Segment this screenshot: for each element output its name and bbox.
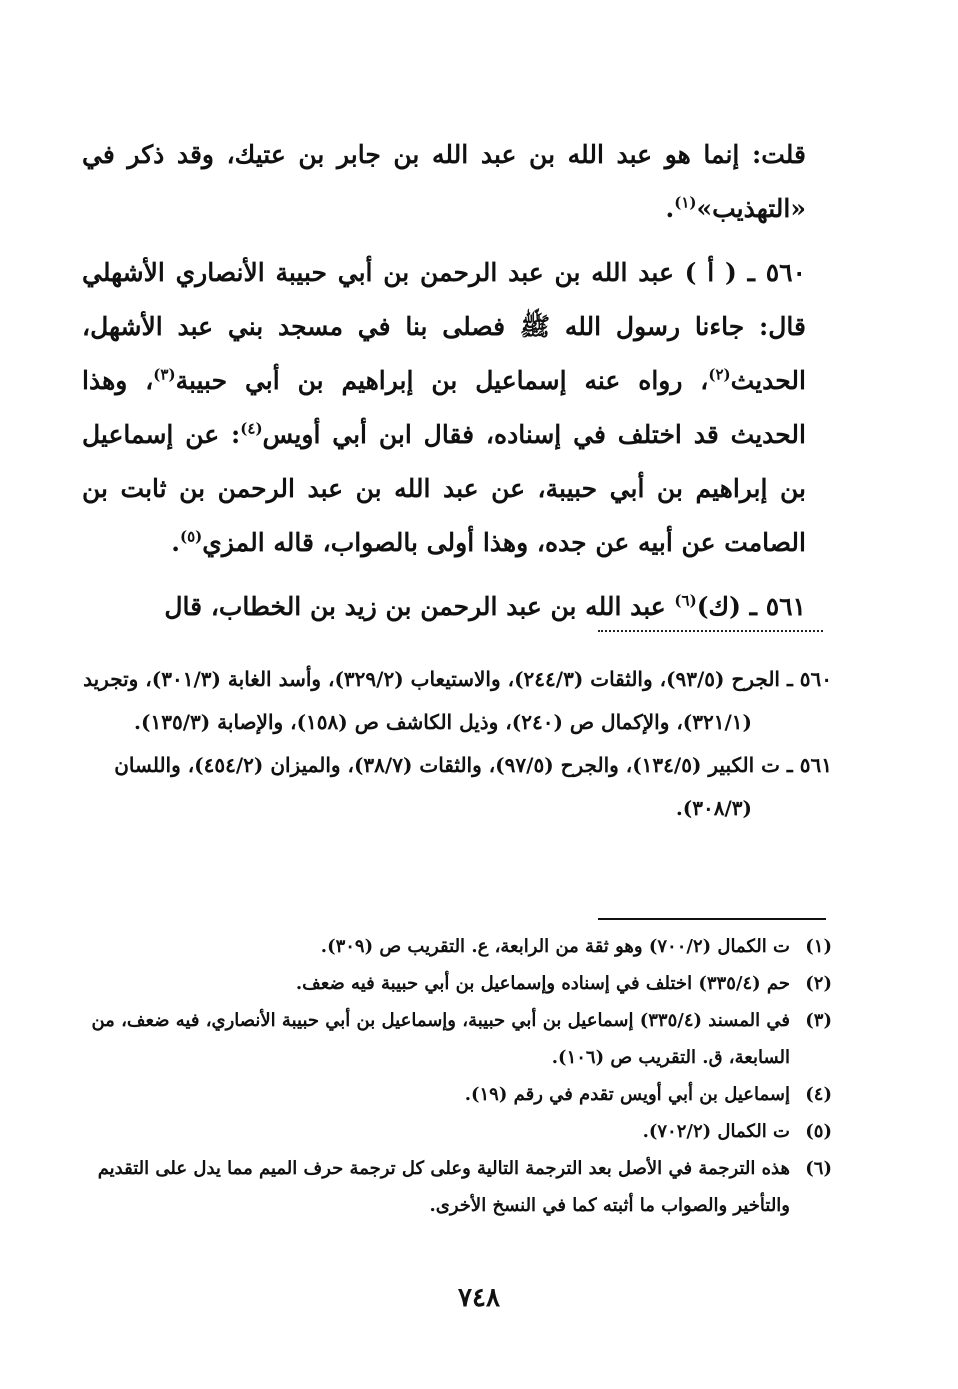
- footnote-ref-1[interactable]: (١): [674, 193, 697, 212]
- entry-560-text-c: ، وهذا الحديث قد اختلف في إسناده، فقال ابن أبي أويس: [82, 366, 806, 449]
- footnote-ref-5[interactable]: (٥): [179, 527, 203, 546]
- footnote-number: (٤): [805, 1084, 832, 1105]
- entry-560-text-b: ، رواه عنه إسماعيل بن إبراهيم بن أبي حبيبة: [175, 366, 709, 395]
- footnote-text: في المسند (٣٣٥/٤) إسماعيل بن أبي حبيبة، وإسماعيل بن أبي حبيبة الأنصاري، فيه ضعف، من السابعة، ق. التقريب ص (١٠٦).: [91, 1010, 790, 1068]
- footnote-text: ت الكمال (٧٠٠/٢) وهو ثقة من الرابعة، ع. التقريب ص (٣٠٩).: [320, 936, 790, 957]
- footnote-number: (٦): [805, 1158, 832, 1179]
- footnote-number: (٣): [805, 1010, 832, 1031]
- page-number: ٧٤٨: [458, 1283, 500, 1313]
- footnote-number: (١): [805, 936, 832, 957]
- source-561: ٥٦١ ـ ت الكبير (١٣٤/٥)، والجرح (٩٧/٥)، والثقات (٣٨/٧)، والميزان (٤٥٤/٢)، واللسان (٣٠٨/٣).: [114, 753, 832, 820]
- entry-561: [82, 580, 832, 634]
- source-560: ٥٦٠ ـ الجرح (٩٣/٥)، والثقات (٢٤٤/٣)، والاستيعاب (٣٢٩/٢)، وأسد الغابة (٣٠١/٣)، وتجريد (٣٢١/١)، والإكمال ص (٢٤٠)، وذيل الكاشف ص (١٥٨)، والإصابة (١٣٥/٣).: [83, 667, 832, 734]
- footnote-1: [82, 928, 832, 965]
- entry-560: [82, 246, 832, 570]
- dotted-separator: [598, 630, 823, 632]
- footnote-3: [82, 1002, 832, 1076]
- footnote-2: [82, 965, 832, 1002]
- entry-561-text-a: ٥٦١ ـ (ك): [696, 592, 806, 621]
- main-text: [82, 128, 832, 634]
- footnote-ref-6[interactable]: (٦): [674, 591, 697, 610]
- footnote-rule: [598, 918, 826, 920]
- footnote-text: حم (٣٣٥/٤) اختلف في إسناده وإسماعيل بن أبي حبيبة فيه ضعف.: [295, 973, 790, 994]
- footnote-text: إسماعيل بن أبي أويس تقدم في رقم (١٩).: [464, 1084, 790, 1105]
- footnote-ref-2[interactable]: (٢): [708, 365, 731, 384]
- entry-560-text-d: : عن إسماعيل بن إبراهيم بن أبي حبيبة، عن عبد الله بن عبد الرحمن بن ثابت بن الصامت عن أبيه عن جده، وهذا أولى بالصواب، قاله المزي: [82, 420, 806, 557]
- footnote-5: [82, 1113, 832, 1150]
- footnote-number: (٢): [805, 973, 832, 994]
- footnotes: [82, 928, 832, 1224]
- footnote-ref-4[interactable]: (٤): [240, 419, 263, 438]
- entry-560-end: .: [171, 528, 180, 557]
- entry-560-text-a: ٥٦٠ ـ ( أ ) عبد الله بن عبد الرحمن بن أبي حبيبة الأنصاري الأشهلي قال: جاءنا رسول الله ﷺ فصلى بنا في مسجد بني عبد الأشهل، الحديث: [82, 258, 806, 395]
- footnote-text: هذه الترجمة في الأصل بعد الترجمة التالية وعلى كل ترجمة حرف الميم مما يدل على التقديم والتأخير والصواب ما أثبته كما في النسخ الأخرى.: [97, 1158, 790, 1216]
- footnote-ref-3[interactable]: (٣): [153, 365, 176, 384]
- entry-561-text-b: عبد الله بن عبد الرحمن بن زيد بن الخطاب، قال: [164, 592, 675, 621]
- footnote-4: [82, 1076, 832, 1113]
- comment-end: .: [665, 194, 675, 223]
- footnote-number: (٥): [805, 1121, 832, 1142]
- footnote-text: ت الكمال (٧٠٢/٢).: [642, 1121, 790, 1142]
- footnote-6: [82, 1150, 832, 1224]
- paragraph-comment: [82, 128, 832, 236]
- sources-block: [82, 658, 832, 830]
- comment-text: قلت: إنما هو عبد الله بن عبد الله بن جابر بن عتيك، وقد ذكر في «التهذيب»: [82, 140, 806, 223]
